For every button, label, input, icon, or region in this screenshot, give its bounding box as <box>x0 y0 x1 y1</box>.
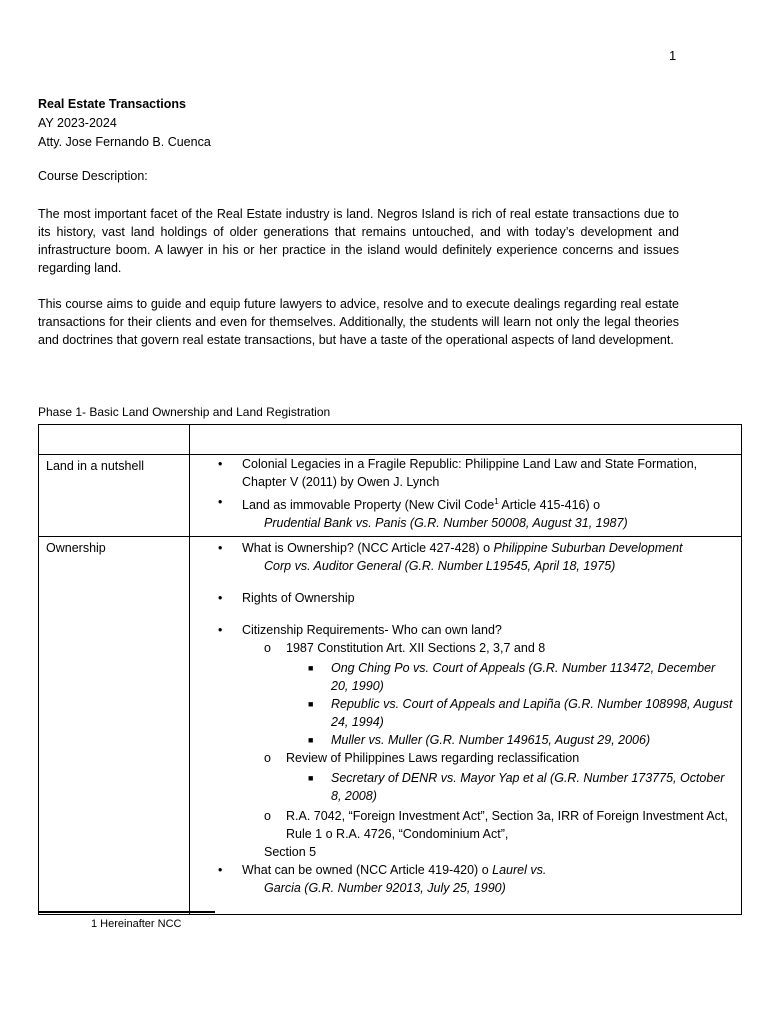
circle-marker: o <box>264 751 271 766</box>
sub-list-item <box>190 807 735 843</box>
bullet-marker: • <box>218 623 223 638</box>
list-item <box>190 589 735 607</box>
course-description-label: Course Description: <box>38 169 148 183</box>
item-text: R.A. 7042, “Foreign Investment Act”, Section 3a, IRR of Foreign Investment Act, Rule 1 <box>286 809 728 842</box>
circle-marker: o <box>483 541 491 556</box>
circle-marker: o <box>481 863 489 878</box>
item-text: Article 415-416) <box>498 498 594 513</box>
item-text: R.A. 4726, “Condominium Act”, <box>332 827 509 842</box>
bullet-marker: • <box>218 591 223 606</box>
phase-title: Phase 1- Basic Land Ownership and Land Registration <box>38 405 331 419</box>
case-list-item <box>190 731 735 749</box>
circle-marker: o <box>264 641 271 656</box>
syllabus-table <box>38 424 742 915</box>
list-item <box>190 539 735 557</box>
list-item <box>190 861 735 879</box>
case-text: Garcia (G.R. Number 92013, July 25, 1990) <box>264 881 506 896</box>
table-header-row <box>39 425 742 455</box>
footnote-ref: 1 <box>494 497 499 506</box>
content-cell <box>190 455 742 537</box>
list-item <box>190 455 735 491</box>
case-citation <box>190 514 735 532</box>
square-marker: ■ <box>308 663 314 674</box>
document-header <box>38 95 211 152</box>
instructor-name: Atty. Jose Fernando B. Cuenca <box>38 135 211 149</box>
item-continuation: Section 5 <box>264 845 317 860</box>
item-text: Citizenship Requirements- Who can own land? <box>242 623 502 638</box>
course-title: Real Estate Transactions <box>38 97 186 111</box>
topic-cell <box>39 537 190 915</box>
list-item <box>190 621 735 639</box>
square-marker: ■ <box>308 773 314 784</box>
case-list-item <box>190 659 735 695</box>
case-list-item <box>190 769 735 805</box>
bullet-marker: • <box>218 457 223 471</box>
description-paragraph-2: This course aims to guide and equip future lawyers to advice, resolve and to execute dealings regarding real estate transactions for their clients and even for themselves. Additionally, the students will learn not only the legal theories and doctrines that govern real estate transactions, but have a taste of the operational aspects of land development. <box>38 297 679 347</box>
sub-list-item <box>190 639 735 657</box>
case-text: Secretary of DENR vs. Mayor Yap et al (G.R. Number 173775, October 8, 2008) <box>331 771 725 804</box>
list-item <box>190 493 735 514</box>
topic-label: Land in a nutshell <box>46 459 144 473</box>
table-row-land <box>39 455 742 537</box>
footnote: 1 Hereinafter NCC <box>91 918 182 930</box>
sub-list-item <box>190 749 735 767</box>
item-text: What is Ownership? (NCC Article 427-428) <box>242 541 484 556</box>
content-cell <box>190 537 742 915</box>
case-text: Philippine Suburban Development <box>493 541 683 556</box>
item-text: Land as immovable Property (New Civil Code <box>242 498 495 513</box>
circle-marker: o <box>264 809 271 824</box>
page-number: 1 <box>669 48 677 63</box>
bullet-marker: • <box>218 541 223 556</box>
square-marker: ■ <box>308 699 314 710</box>
case-text: Prudential Bank vs. Panis (G.R. Number 50008, August 31, 1987) <box>264 516 628 531</box>
header-cell-topic <box>39 425 190 455</box>
case-citation <box>190 879 735 897</box>
header-cell-content <box>190 425 742 455</box>
bullet-marker: • <box>218 863 223 878</box>
case-text: Laurel vs. <box>492 863 547 878</box>
topic-cell <box>39 455 190 537</box>
item-text: 1987 Constitution Art. XII Sections 2, 3,7 and 8 <box>286 641 546 656</box>
case-text: Republic vs. Court of Appeals and Lapiña (G.R. Number 108998, August 24, 1994) <box>331 697 733 730</box>
case-citation <box>190 557 735 575</box>
footnote-separator <box>38 911 215 913</box>
case-text: Muller vs. Muller (G.R. Number 149615, August 29, 2006) <box>331 733 651 748</box>
topic-label: Ownership <box>46 541 106 556</box>
description-paragraph-1: The most important facet of the Real Estate industry is land. Negros Island is rich of real estate transactions due to its history, vast land holdings of older generations that remains untouched, and with today’s development and infrastructure boom. A lawyer in his or her practice in the island would definitely experience concerns and issues regarding land. <box>38 207 679 275</box>
case-text: Ong Ching Po vs. Court of Appeals (G.R. Number 113472, December 20, 1990) <box>331 661 716 694</box>
bullet-marker: • <box>218 495 223 509</box>
square-marker: ■ <box>308 735 314 746</box>
case-list-item <box>190 695 735 731</box>
table-row-ownership <box>39 537 742 915</box>
item-text: Review of Philippines Laws regarding reclassification <box>286 751 580 766</box>
case-text: Corp vs. Auditor General (G.R. Number L19545, April 18, 1975) <box>264 559 616 574</box>
circle-marker: o <box>593 498 601 513</box>
item-text: Rights of Ownership <box>242 591 355 606</box>
item-text: Colonial Legacies in a Fragile Republic: Philippine Land Law and State Formation, Chapter V (2011) by Owen J. Lynch <box>242 457 698 489</box>
circle-marker: o <box>325 827 333 842</box>
item-text: What can be owned (NCC Article 419-420) <box>242 863 482 878</box>
academic-year: AY 2023-2024 <box>38 116 117 130</box>
